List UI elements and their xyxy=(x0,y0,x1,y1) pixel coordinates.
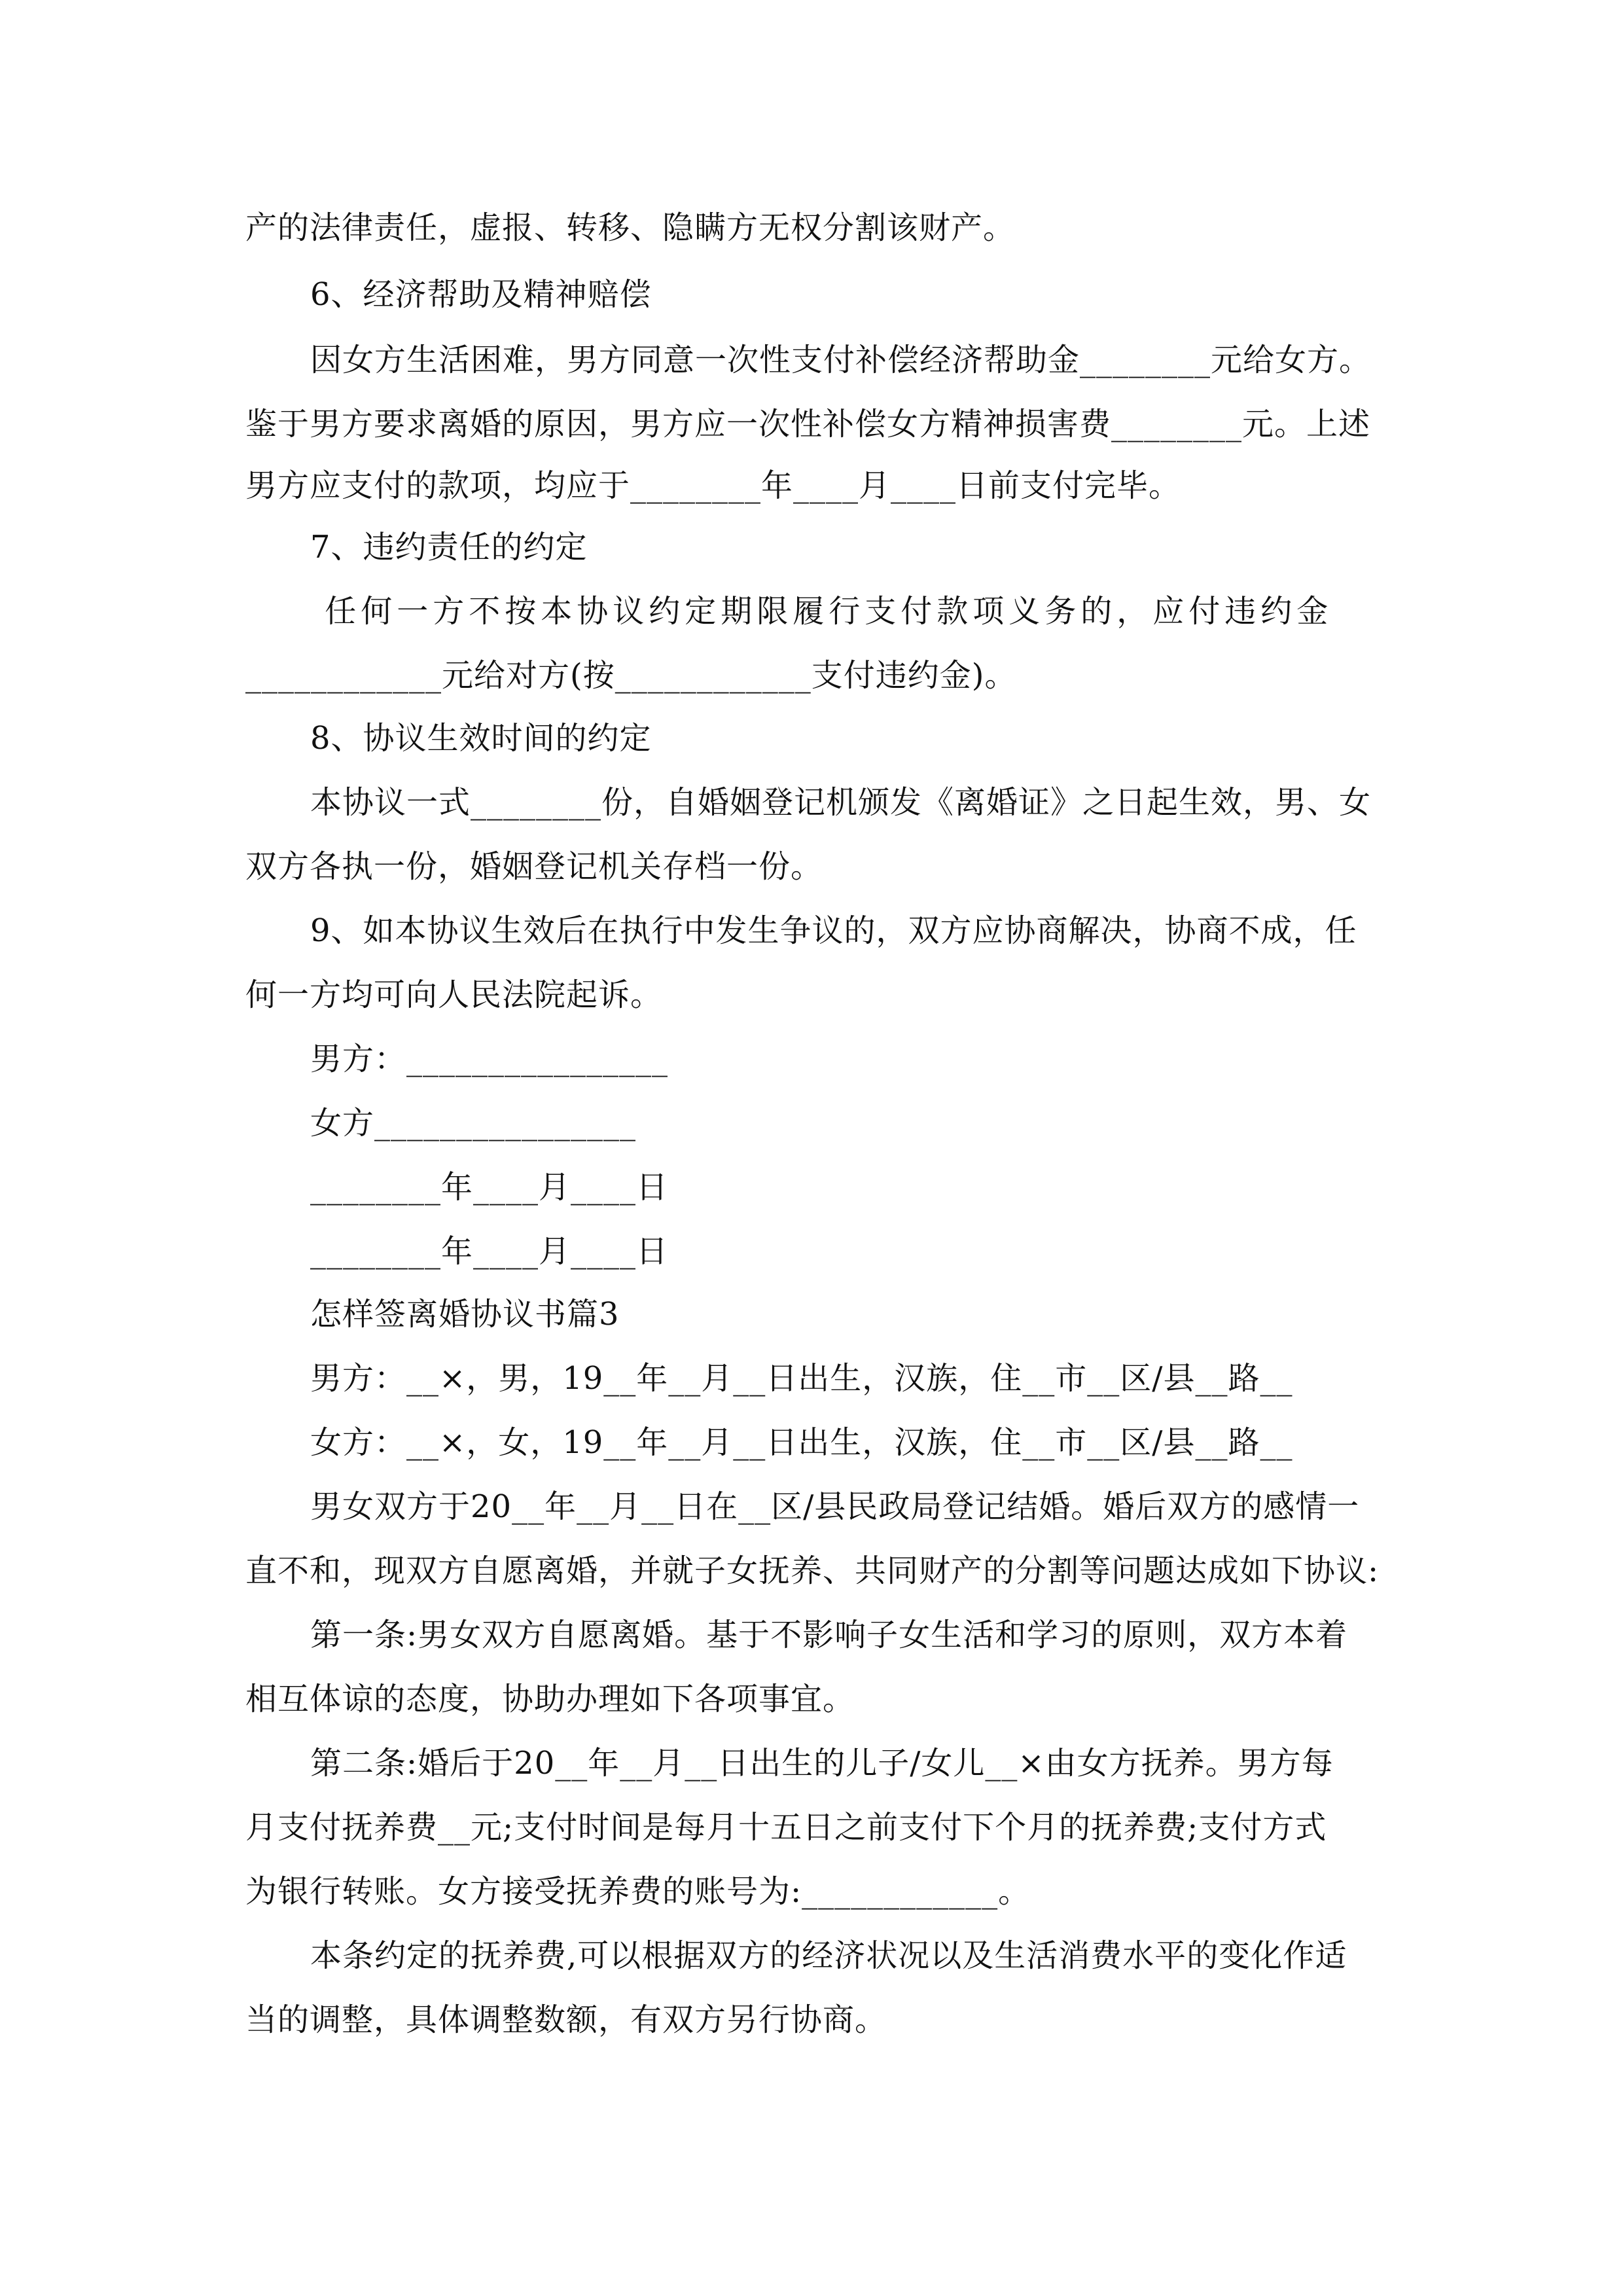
text-line: 男方应支付的款项，均应于________年____月____日前支付完毕。 xyxy=(245,467,1181,504)
signature-line-female: 女方________________ xyxy=(310,1105,637,1141)
section-heading: 6、经济帮助及精神赔偿 xyxy=(310,276,652,313)
text-line: 本条约定的抚养费,可以根据双方的经济状况以及生活消费水平的变化作适 xyxy=(310,1937,1347,1974)
section-title: 怎样签离婚协议书篇3 xyxy=(310,1296,620,1333)
text-line: 男方：__×，男，19__年__月__日出生，汉族，住__市__区/县__路__ xyxy=(310,1360,1293,1397)
text-line: 本协议一式________份，自婚姻登记机颁发《离婚证》之日起生效，男、女 xyxy=(310,784,1372,821)
date-line: ________年____月____日 xyxy=(310,1169,669,1206)
text-line: 任何一方不按本协议约定期限履行支付款项义务的，应付违约金 xyxy=(310,593,1333,630)
text-line: 鉴于男方要求离婚的原因，男方应一次性补偿女方精神损害费________元。上述 xyxy=(245,406,1371,442)
text-line: 第一条:男女双方自愿离婚。基于不影响子女生活和学习的原则，双方本着 xyxy=(310,1617,1348,1653)
text-line: 9、如本协议生效后在执行中发生争议的，双方应协商解决，协商不成，任 xyxy=(310,912,1357,949)
section-heading: 7、违约责任的约定 xyxy=(310,529,588,565)
signature-line-male: 男方：________________ xyxy=(310,1041,669,1077)
text-line: 双方各执一份，婚姻登记机关存档一份。 xyxy=(245,848,823,885)
text-line: 直不和，现双方自愿离婚，并就子女抚养、共同财产的分割等问题达成如下协议: xyxy=(245,1552,1380,1589)
section-heading: 8、协议生效时间的约定 xyxy=(310,720,652,757)
text-line: 第二条:婚后于20__年__月__日出生的儿子/女儿__×由女方抚养。男方每 xyxy=(310,1745,1334,1782)
text-line: 为银行转账。女方接受抚养费的账号为:____________。 xyxy=(245,1873,1031,1910)
text-line: 男女双方于20__年__月__日在__区/县民政局登记结婚。婚后双方的感情一 xyxy=(310,1488,1360,1525)
text-line: ____________元给对方(按____________支付违约金)。 xyxy=(245,657,1017,694)
text-line: 因女方生活困难，男方同意一次性支付补偿经济帮助金________元给女方。 xyxy=(310,342,1372,378)
date-line: ________年____月____日 xyxy=(310,1233,669,1270)
text-line: 产的法律责任，虚报、转移、隐瞒方无权分割该财产。 xyxy=(245,209,1016,246)
text-line: 当的调整，具体调整数额，有双方另行协商。 xyxy=(245,2001,887,2038)
text-line: 相互体谅的态度，协助办理如下各项事宜。 xyxy=(245,1681,855,1717)
text-line: 何一方均可向人民法院起诉。 xyxy=(245,977,663,1013)
text-line: 女方：__×，女，19__年__月__日出生，汉族，住__市__区/县__路__ xyxy=(310,1424,1293,1461)
text-line: 月支付抚养费__元;支付时间是每月十五日之前支付下个月的抚养费;支付方式 xyxy=(245,1809,1327,1846)
